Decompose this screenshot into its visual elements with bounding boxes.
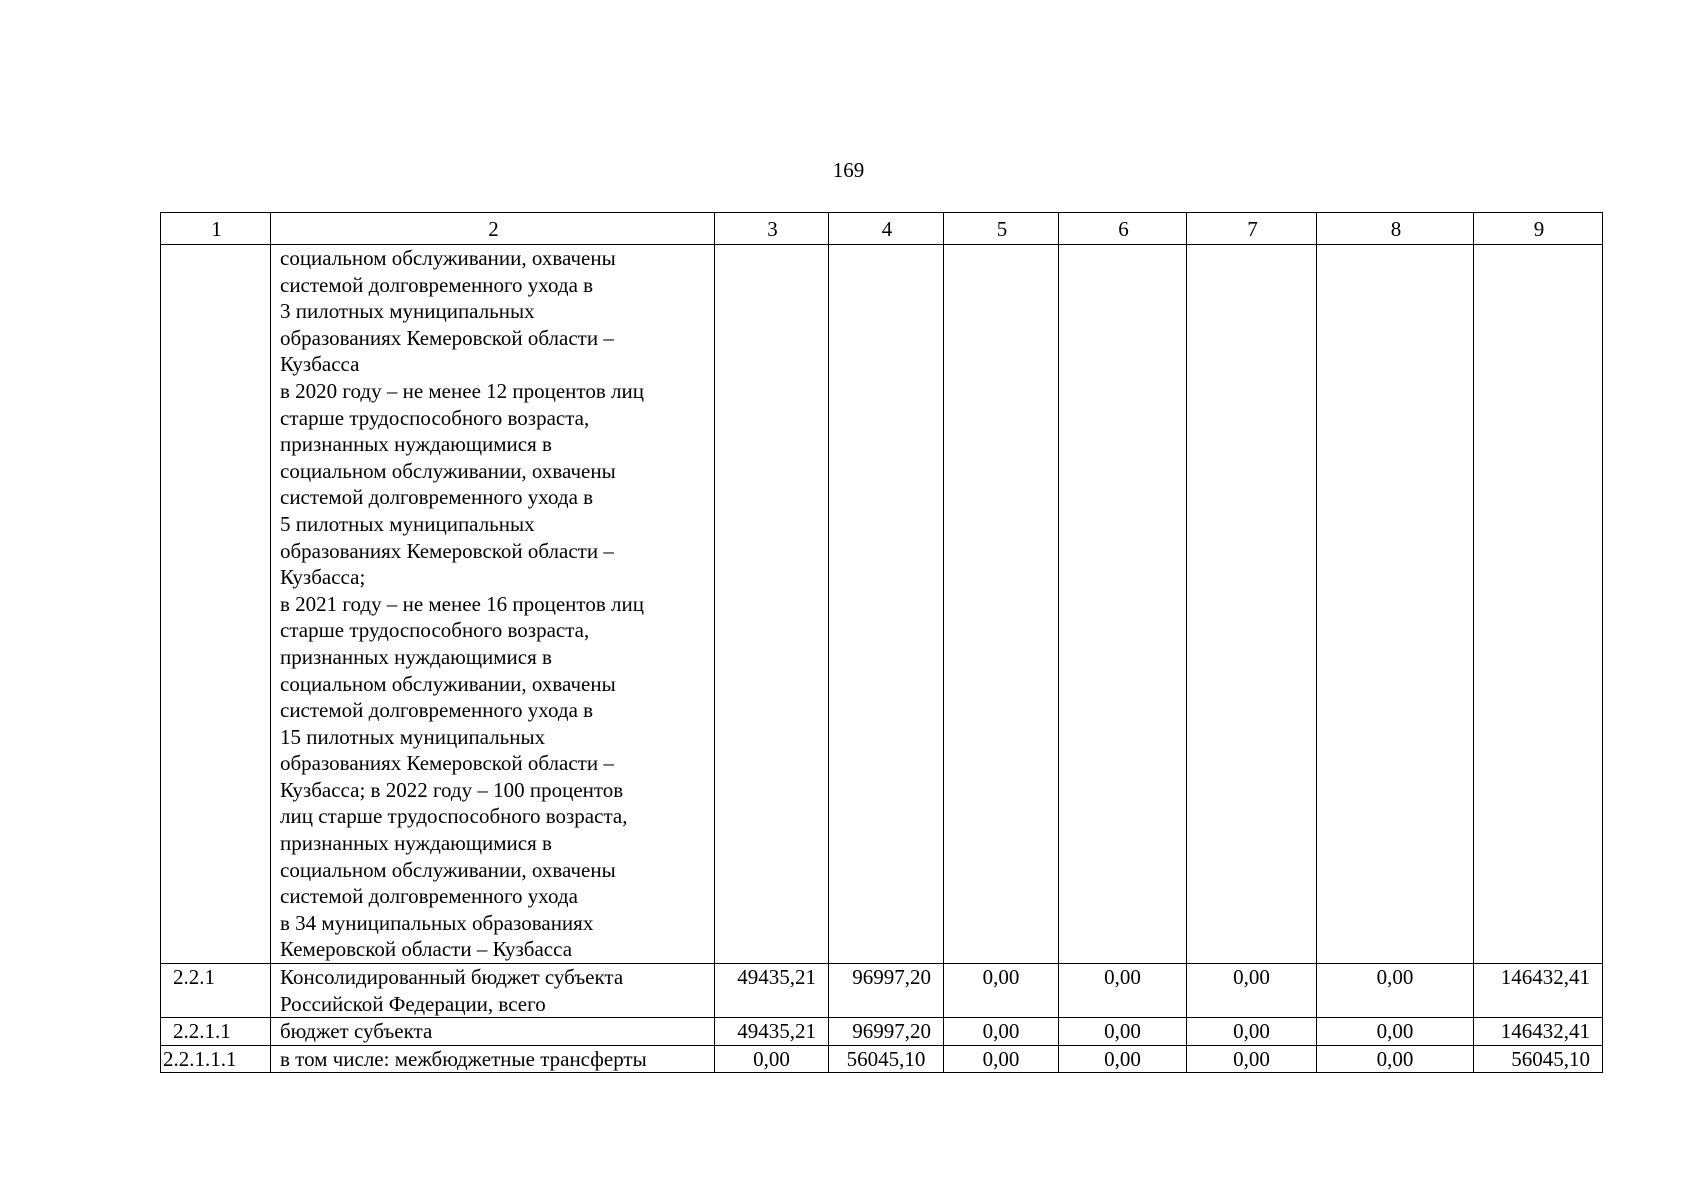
value-col6: 0,00: [1059, 1018, 1187, 1046]
continuation-line: Кузбасса: [280, 352, 360, 377]
continuation-line: образованиях Кемеровской области –: [280, 751, 614, 776]
value-col8: 0,00: [1317, 1045, 1474, 1073]
continuation-line: старше трудоспособного возраста,: [280, 405, 590, 430]
column-header: 8: [1317, 213, 1474, 245]
continuation-line: признанных нуждающимися в: [280, 831, 552, 856]
table-cell: [944, 245, 1059, 964]
column-header: 1: [161, 213, 271, 245]
continuation-line: социальном обслуживании, охвачены: [280, 857, 616, 882]
row-name: [271, 1018, 715, 1046]
column-header: 3: [715, 213, 829, 245]
column-header: 4: [829, 213, 944, 245]
table-header-row: [161, 213, 1603, 245]
continuation-line: в 2020 году – не менее 12 процентов лиц: [280, 378, 644, 403]
continuation-line: системой долговременного ухода: [280, 884, 578, 909]
table-cell: [1187, 245, 1317, 964]
table-cell: [161, 245, 271, 964]
continuation-line: 3 пилотных муниципальных: [280, 299, 535, 324]
continuation-line: Кемеровской области – Кузбасса: [280, 937, 573, 962]
value-col3: 49435,21: [715, 1018, 829, 1046]
continuation-line: системой долговременного ухода в: [280, 272, 594, 297]
continuation-line: лиц старше трудоспособного возраста,: [280, 804, 628, 829]
continuation-line: в 2021 году – не менее 16 процентов лиц: [280, 591, 644, 616]
value-col9: 146432,41: [1474, 964, 1603, 1018]
value-col3: 0,00: [715, 1045, 829, 1073]
value-col6: 0,00: [1059, 964, 1187, 1018]
continuation-description: [271, 245, 715, 964]
value-col7: 0,00: [1187, 1018, 1317, 1046]
table-row: [161, 964, 1603, 1018]
value-col5: 0,00: [944, 1045, 1059, 1073]
continuation-row: [161, 245, 1603, 964]
value-col7: 0,00: [1187, 1045, 1317, 1073]
continuation-line: социальном обслуживании, охвачены: [280, 458, 616, 483]
column-header: 9: [1474, 213, 1603, 245]
table-row: [161, 1045, 1603, 1073]
continuation-line: 5 пилотных муниципальных: [280, 511, 535, 536]
page-number: 169: [832, 158, 865, 182]
row-name-line: бюджет субъекта: [280, 1019, 433, 1044]
row-name: [271, 1045, 715, 1073]
table-cell: [1059, 245, 1187, 964]
continuation-line: в 34 муниципальных образованиях: [280, 910, 594, 935]
continuation-line: социальном обслуживании, охвачены: [280, 246, 616, 270]
continuation-line: Кузбасса;: [280, 565, 366, 590]
continuation-line: системой долговременного ухода в: [280, 485, 594, 510]
continuation-line: старше трудоспособного возраста,: [280, 618, 590, 643]
column-header: 5: [944, 213, 1059, 245]
budget-table: [160, 212, 1603, 1073]
value-col5: 0,00: [944, 1018, 1059, 1046]
continuation-line: образованиях Кемеровской области –: [280, 325, 614, 350]
continuation-line: 15 пилотных муниципальных: [280, 724, 546, 749]
value-col8: 0,00: [1317, 964, 1474, 1018]
value-col3: 49435,21: [715, 964, 829, 1018]
value-col4: 56045,10: [829, 1045, 944, 1073]
row-name: [271, 964, 715, 1018]
continuation-line: системой долговременного ухода в: [280, 698, 594, 723]
table-row: [161, 1018, 1603, 1046]
value-col4: 96997,20: [829, 964, 944, 1018]
table-cell: [1317, 245, 1474, 964]
value-col5: 0,00: [944, 964, 1059, 1018]
column-header: 6: [1059, 213, 1187, 245]
value-col6: 0,00: [1059, 1045, 1187, 1073]
row-code: 2.2.1: [161, 964, 271, 1018]
row-code: 2.2.1.1: [161, 1018, 271, 1046]
value-col9: 146432,41: [1474, 1018, 1603, 1046]
continuation-line: социальном обслуживании, охвачены: [280, 671, 616, 696]
value-col8: 0,00: [1317, 1018, 1474, 1046]
column-header: 7: [1187, 213, 1317, 245]
table-cell: [715, 245, 829, 964]
continuation-line: признанных нуждающимися в: [280, 644, 552, 669]
row-name-line: Консолидированный бюджет субъекта: [280, 965, 624, 990]
table-cell: [1474, 245, 1603, 964]
table-cell: [829, 245, 944, 964]
column-header: 2: [271, 213, 715, 245]
continuation-line: образованиях Кемеровской области –: [280, 538, 614, 563]
row-code: 2.2.1.1.1: [161, 1045, 271, 1073]
value-col7: 0,00: [1187, 964, 1317, 1018]
row-name-line: Российской Федерации, всего: [280, 991, 546, 1016]
continuation-line: Кузбасса; в 2022 году – 100 процентов: [280, 777, 624, 802]
value-col4: 96997,20: [829, 1018, 944, 1046]
value-col9: 56045,10: [1474, 1045, 1603, 1073]
row-name-line: в том числе: межбюджетные трансферты: [280, 1046, 647, 1071]
continuation-line: признанных нуждающимися в: [280, 432, 552, 457]
